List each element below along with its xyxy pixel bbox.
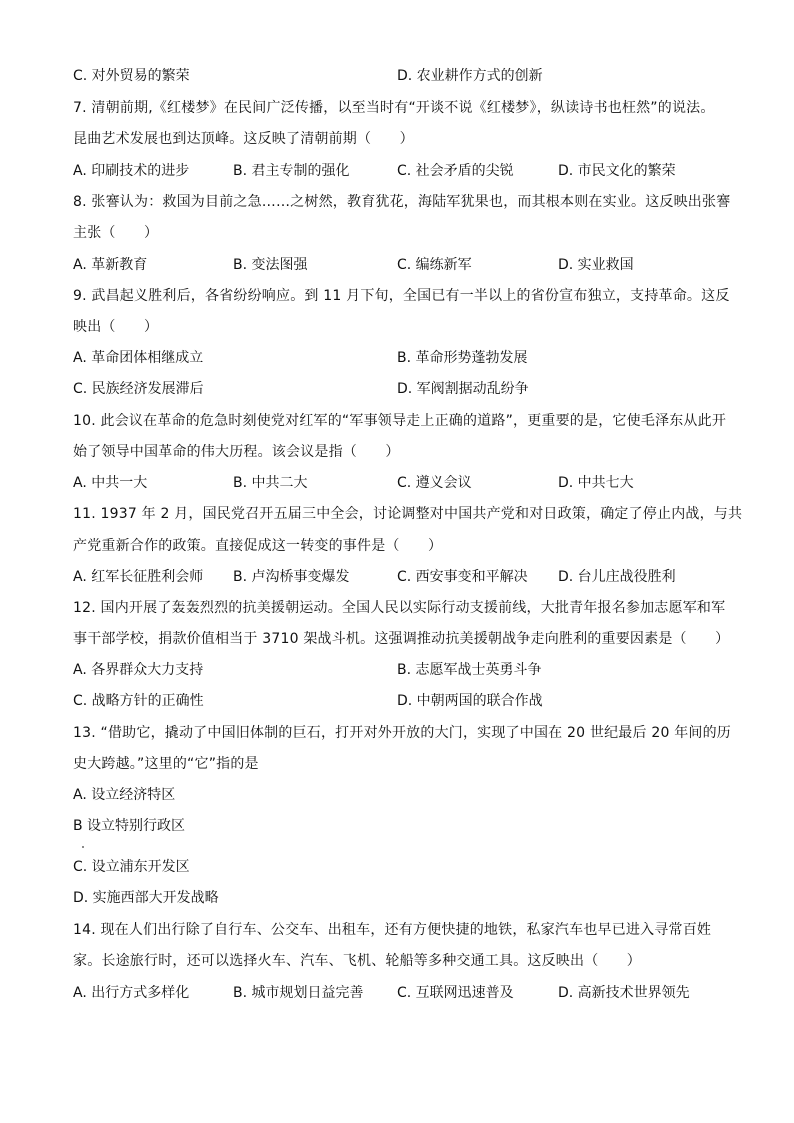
q14-stem-line-1: 14. 现在人们出行除了自行车、公交车、出租车，还有方便快捷的地铁，私家汽车也早已进入寻常百姓 [73,922,712,938]
q7-stem-line-2: 昆曲艺术发展也到达顶峰。这反映了清朝前期（ ） [73,131,414,147]
q10-stem-line-1: 10. 此会议在革命的危急时刻使党对红军的“军事领导走上正确的道路”，更重要的是，它使毛泽东从此开 [73,413,727,429]
q12-option-b: B. 志愿军战士英勇斗争 [397,662,542,678]
q12-option-c: C. 战略方针的正确性 [73,693,204,709]
q12-option-a: A. 各界群众大力支持 [73,662,204,678]
q10-option-c: C. 遵义会议 [397,475,472,491]
q7-option-c: C. 社会矛盾的尖锐 [397,163,514,179]
q8-option-d: D. 实业救国 [558,257,634,273]
q10-option-a: A. 中共一大 [73,475,148,491]
q8-option-c: C. 编练新军 [397,257,472,273]
q12-option-d: D. 中朝两国的联合作战 [397,693,543,709]
q10-stem-line-2: 始了领导中国革命的伟大历程。该会议是指（ ） [73,444,400,460]
q14-option-c: C. 互联网迅速普及 [397,985,514,1001]
q10-option-d: D. 中共七大 [558,475,634,491]
q9-stem-line-1: 9. 武昌起义胜利后，各省纷纷响应。到 11 月下旬，全国已有一半以上的省份宣布独立，支持革命。这反 [73,288,730,304]
q8-option-b: B. 变法图强 [233,257,308,273]
q9-option-c: C. 民族经济发展滞后 [73,381,204,397]
q11-stem-line-1: 11. 1937 年 2 月，国民党召开五届三中全会，讨论调整对中国共产党和对日政策，确定了停止内战，与共 [73,506,743,522]
stray-mark [82,846,84,848]
q9-option-b: B. 革命形势蓬勃发展 [397,350,528,366]
q10-option-b: B. 中共二大 [233,475,308,491]
q11-option-d: D. 台儿庄战役胜利 [558,569,676,585]
q11-option-a: A. 红军长征胜利会师 [73,569,204,585]
q9-stem-line-2: 映出（ ） [73,319,159,335]
q8-stem-line-2: 主张（ ） [73,225,159,241]
q11-option-c: C. 西安事变和平解决 [397,569,528,585]
q12-stem-line-1: 12. 国内开展了轰轰烈烈的抗美援朝运动。全国人民以实际行动支援前线，大批青年报名参加志愿军和军 [73,600,726,616]
prev-option-d: D. 农业耕作方式的创新 [397,68,543,84]
q14-option-a: A. 出行方式多样化 [73,985,190,1001]
q13-option-a: A. 设立经济特区 [73,787,176,803]
q11-option-b: B. 卢沟桥事变爆发 [233,569,350,585]
q8-option-a: A. 革新教育 [73,257,148,273]
q14-stem-line-2: 家。长途旅行时，还可以选择火车、汽车、飞机、轮船等多种交通工具。这反映出（ ） [73,953,641,969]
q7-stem-line-1: 7. 清朝前期,《红楼梦》在民间广泛传播，以至当时有“开谈不说《红楼梦》，纵读诗书也枉然”的说法。 [73,100,715,116]
q13-stem-line-2: 史大跨越。”这里的“它”指的是 [73,756,259,772]
q13-stem-line-1: 13. “借助它，撬动了中国旧体制的巨石，打开对外开放的大门，实现了中国在 20 世纪最后 20 年间的历 [73,725,731,741]
q9-option-d: D. 军阀割据动乱纷争 [397,381,529,397]
q8-stem-line-1: 8. 张謇认为：救国为目前之急……之树然，教育犹花，海陆军犹果也，而其根本则在实业。这反映出张謇 [73,194,731,210]
q14-option-d: D. 高新技术世界领先 [558,985,690,1001]
q13-option-c: C. 设立浦东开发区 [73,859,190,875]
q7-option-a: A. 印刷技术的进步 [73,163,190,179]
q7-option-d: D. 市民文化的繁荣 [558,163,676,179]
q14-option-b: B. 城市规划日益完善 [233,985,364,1001]
q13-option-b: B 设立特别行政区 [73,818,186,834]
q11-stem-line-2: 产党重新合作的政策。直接促成这一转变的事件是（ ） [73,538,443,554]
prev-option-c: C. 对外贸易的繁荣 [73,68,190,84]
q9-option-a: A. 革命团体相继成立 [73,350,204,366]
q7-option-b: B. 君主专制的强化 [233,163,350,179]
q13-option-d: D. 实施西部大开发战略 [73,890,219,906]
q12-stem-line-2: 事干部学校，捐款价值相当于 3710 架战斗机。这强调推动抗美援朝战争走向胜利的重要因素是（ ） [73,631,730,647]
